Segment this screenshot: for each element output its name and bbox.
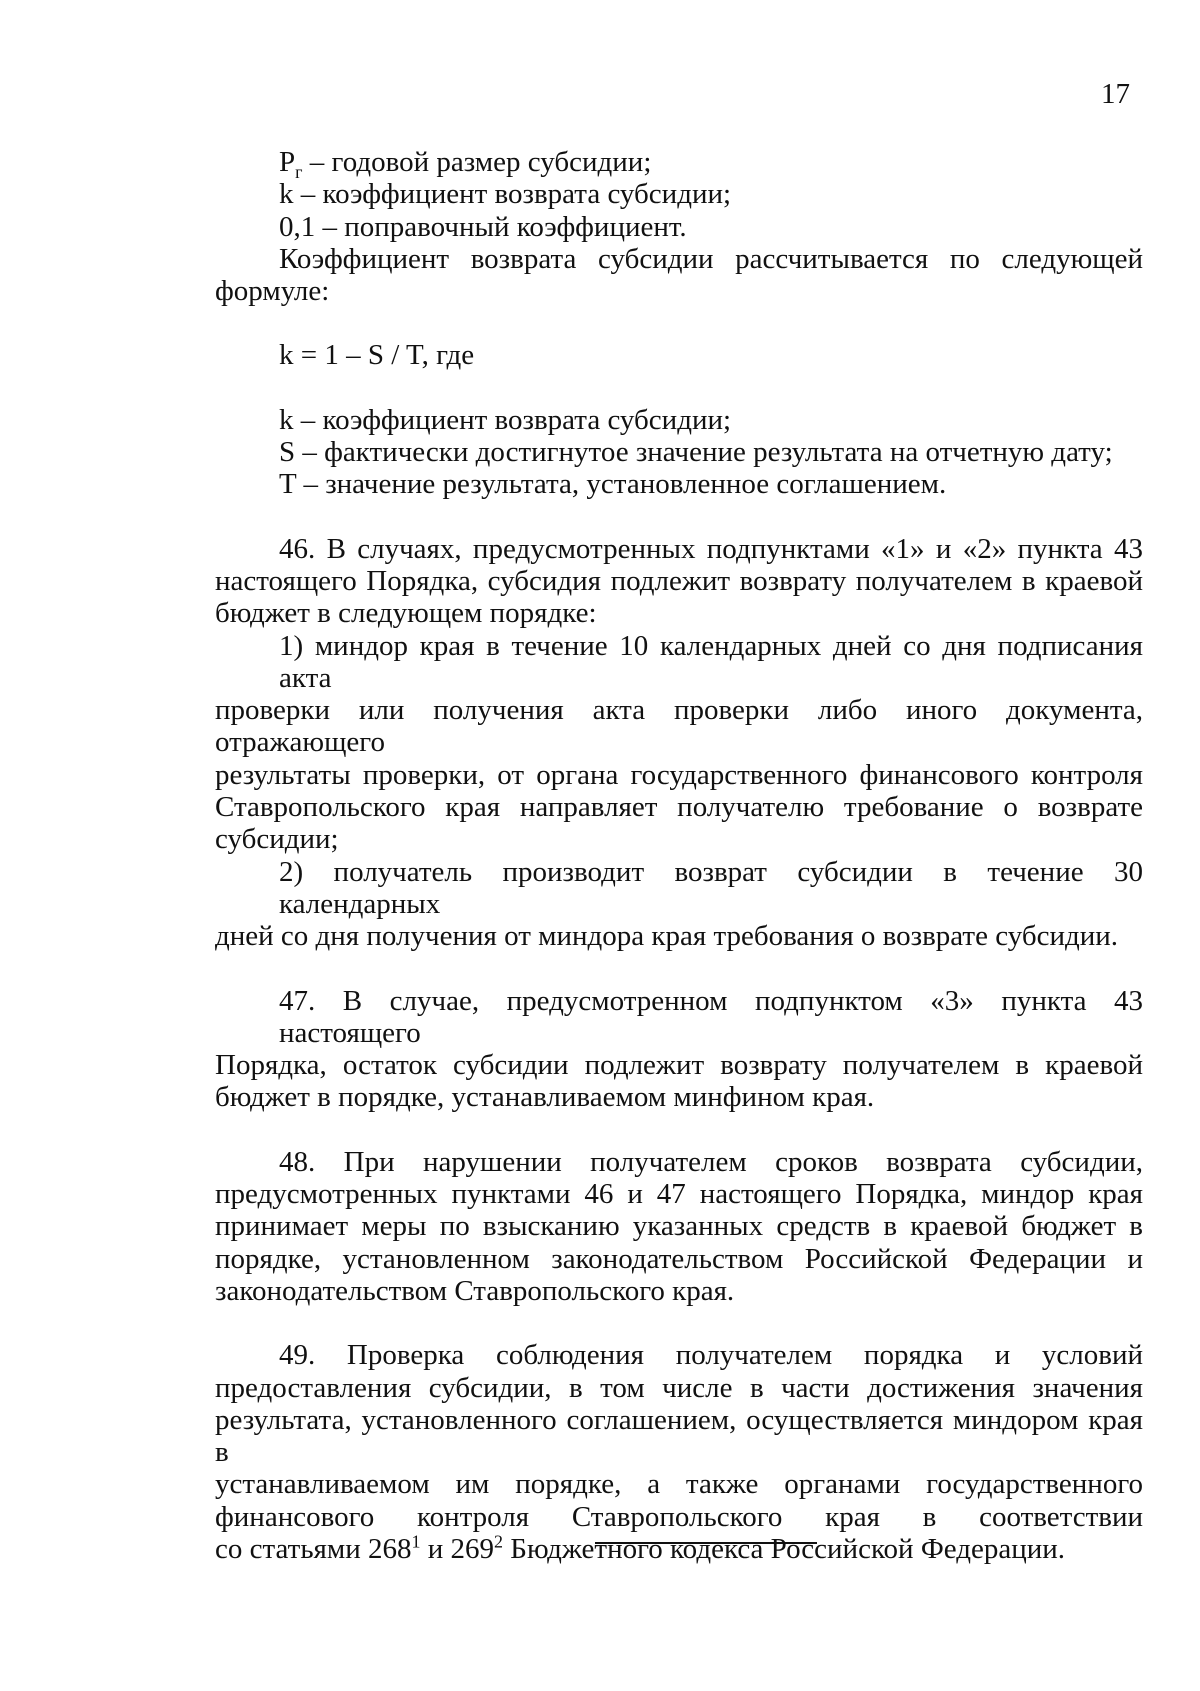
paragraph-line	[215, 1533, 1143, 1565]
paragraph-line: бюджет в следующем порядке:	[215, 597, 597, 630]
definition-line: k – коэффициент возврата субсидии;	[279, 403, 732, 436]
paragraph-line: порядке, установленном законодательством Российской Федерации и	[215, 1242, 1143, 1275]
vertical-gap	[215, 953, 1143, 985]
vertical-gap	[215, 1307, 1143, 1339]
paragraph-line: результата, установленного соглашением, осуществляется миндором края в	[215, 1403, 1143, 1469]
list-item-line: 1) миндор края в течение 10 календарных дней со дня подписания акта	[279, 629, 1143, 694]
paragraph-46	[215, 533, 1143, 953]
paragraph-line: 49. Проверка соблюдения получателем порядка и условий	[279, 1339, 1143, 1372]
paragraph-line: предусмотренных пунктами 46 и 47 настоящего Порядка, миндор края	[215, 1178, 1143, 1211]
paragraph-line: финансового контроля Ставропольского края в соответствии	[215, 1500, 1143, 1533]
paragraph-line: настоящего Порядка, субсидия подлежит возврату получателем в краевой	[215, 564, 1143, 597]
paragraph-line: Порядка, остаток субсидии подлежит возврату получателем в краевой	[215, 1049, 1143, 1082]
paragraph-49	[215, 1339, 1143, 1565]
text-run: со статьями 268	[215, 1532, 412, 1565]
definition-line: k – коэффициент возврата субсидии;	[279, 178, 732, 211]
vertical-gap	[215, 501, 1143, 533]
vertical-gap	[215, 307, 1143, 339]
symbol-subscript: г	[295, 161, 303, 182]
list-item-line: дней со дня получения от миндора края требования о возврате субсидии.	[215, 920, 1119, 953]
list-item-line: результаты проверки, от органа государственного финансового контроля	[215, 758, 1143, 791]
paragraph-line: устанавливаемом им порядке, а также органами государственного	[215, 1468, 1143, 1501]
vertical-gap	[215, 372, 1143, 404]
closing-rule-divider	[595, 1542, 817, 1544]
paragraph-47	[215, 985, 1143, 1114]
list-item-line: субсидии;	[215, 823, 339, 856]
definition-line: 0,1 – поправочный коэффициент.	[279, 210, 687, 243]
definition-line	[215, 146, 1143, 182]
paragraph-line: 47. В случае, предусмотренном подпунктом «3» пункта 43 настоящего	[279, 984, 1143, 1049]
definition-line: S – фактически достигнутое значение результата на отчетную дату;	[279, 436, 1113, 469]
paragraph-line: 46. В случаях, предусмотренных подпунктами «1» и «2» пункта 43	[279, 532, 1143, 565]
paragraph-48	[215, 1146, 1143, 1307]
paragraph-line: 48. При нарушении получателем сроков возврата субсидии,	[279, 1145, 1143, 1178]
list-item-line: проверки или получения акта проверки либо иного документа, отражающего	[215, 694, 1143, 759]
list-item-line: Ставропольского края направляет получателю требование о возврате	[215, 791, 1143, 824]
definition-line: T – значение результата, установленное соглашением.	[279, 468, 947, 501]
paragraph-line: предоставления субсидии, в том числе в части достижения значения	[215, 1371, 1143, 1404]
paragraph-line: принимает меры по взысканию указанных средств в краевой бюджет в	[215, 1210, 1143, 1243]
superscript: 2	[494, 1531, 504, 1552]
vertical-gap	[215, 1114, 1143, 1146]
text-run: и 269	[420, 1532, 495, 1565]
formula: k = 1 – S / T, где	[279, 339, 475, 372]
text-run: Бюджетного кодекса Российской Федерации.	[503, 1532, 1066, 1565]
formula-intro-line: формуле:	[215, 275, 330, 308]
paragraph-line: бюджет в порядке, устанавливаемом минфином края.	[215, 1081, 875, 1114]
definition-text: – годовой размер субсидии;	[302, 146, 652, 178]
symbol: P	[279, 146, 296, 178]
superscript: 1	[411, 1531, 421, 1552]
list-item-line: 2) получатель производит возврат субсидии в течение 30 календарных	[279, 855, 1143, 920]
paragraph-line: законодательством Ставропольского края.	[215, 1274, 735, 1307]
formula-intro-line: Коэффициент возврата субсидии рассчитывается по следующей	[279, 242, 1143, 275]
page-number: 17	[1101, 78, 1130, 110]
document-body	[215, 146, 1143, 1565]
